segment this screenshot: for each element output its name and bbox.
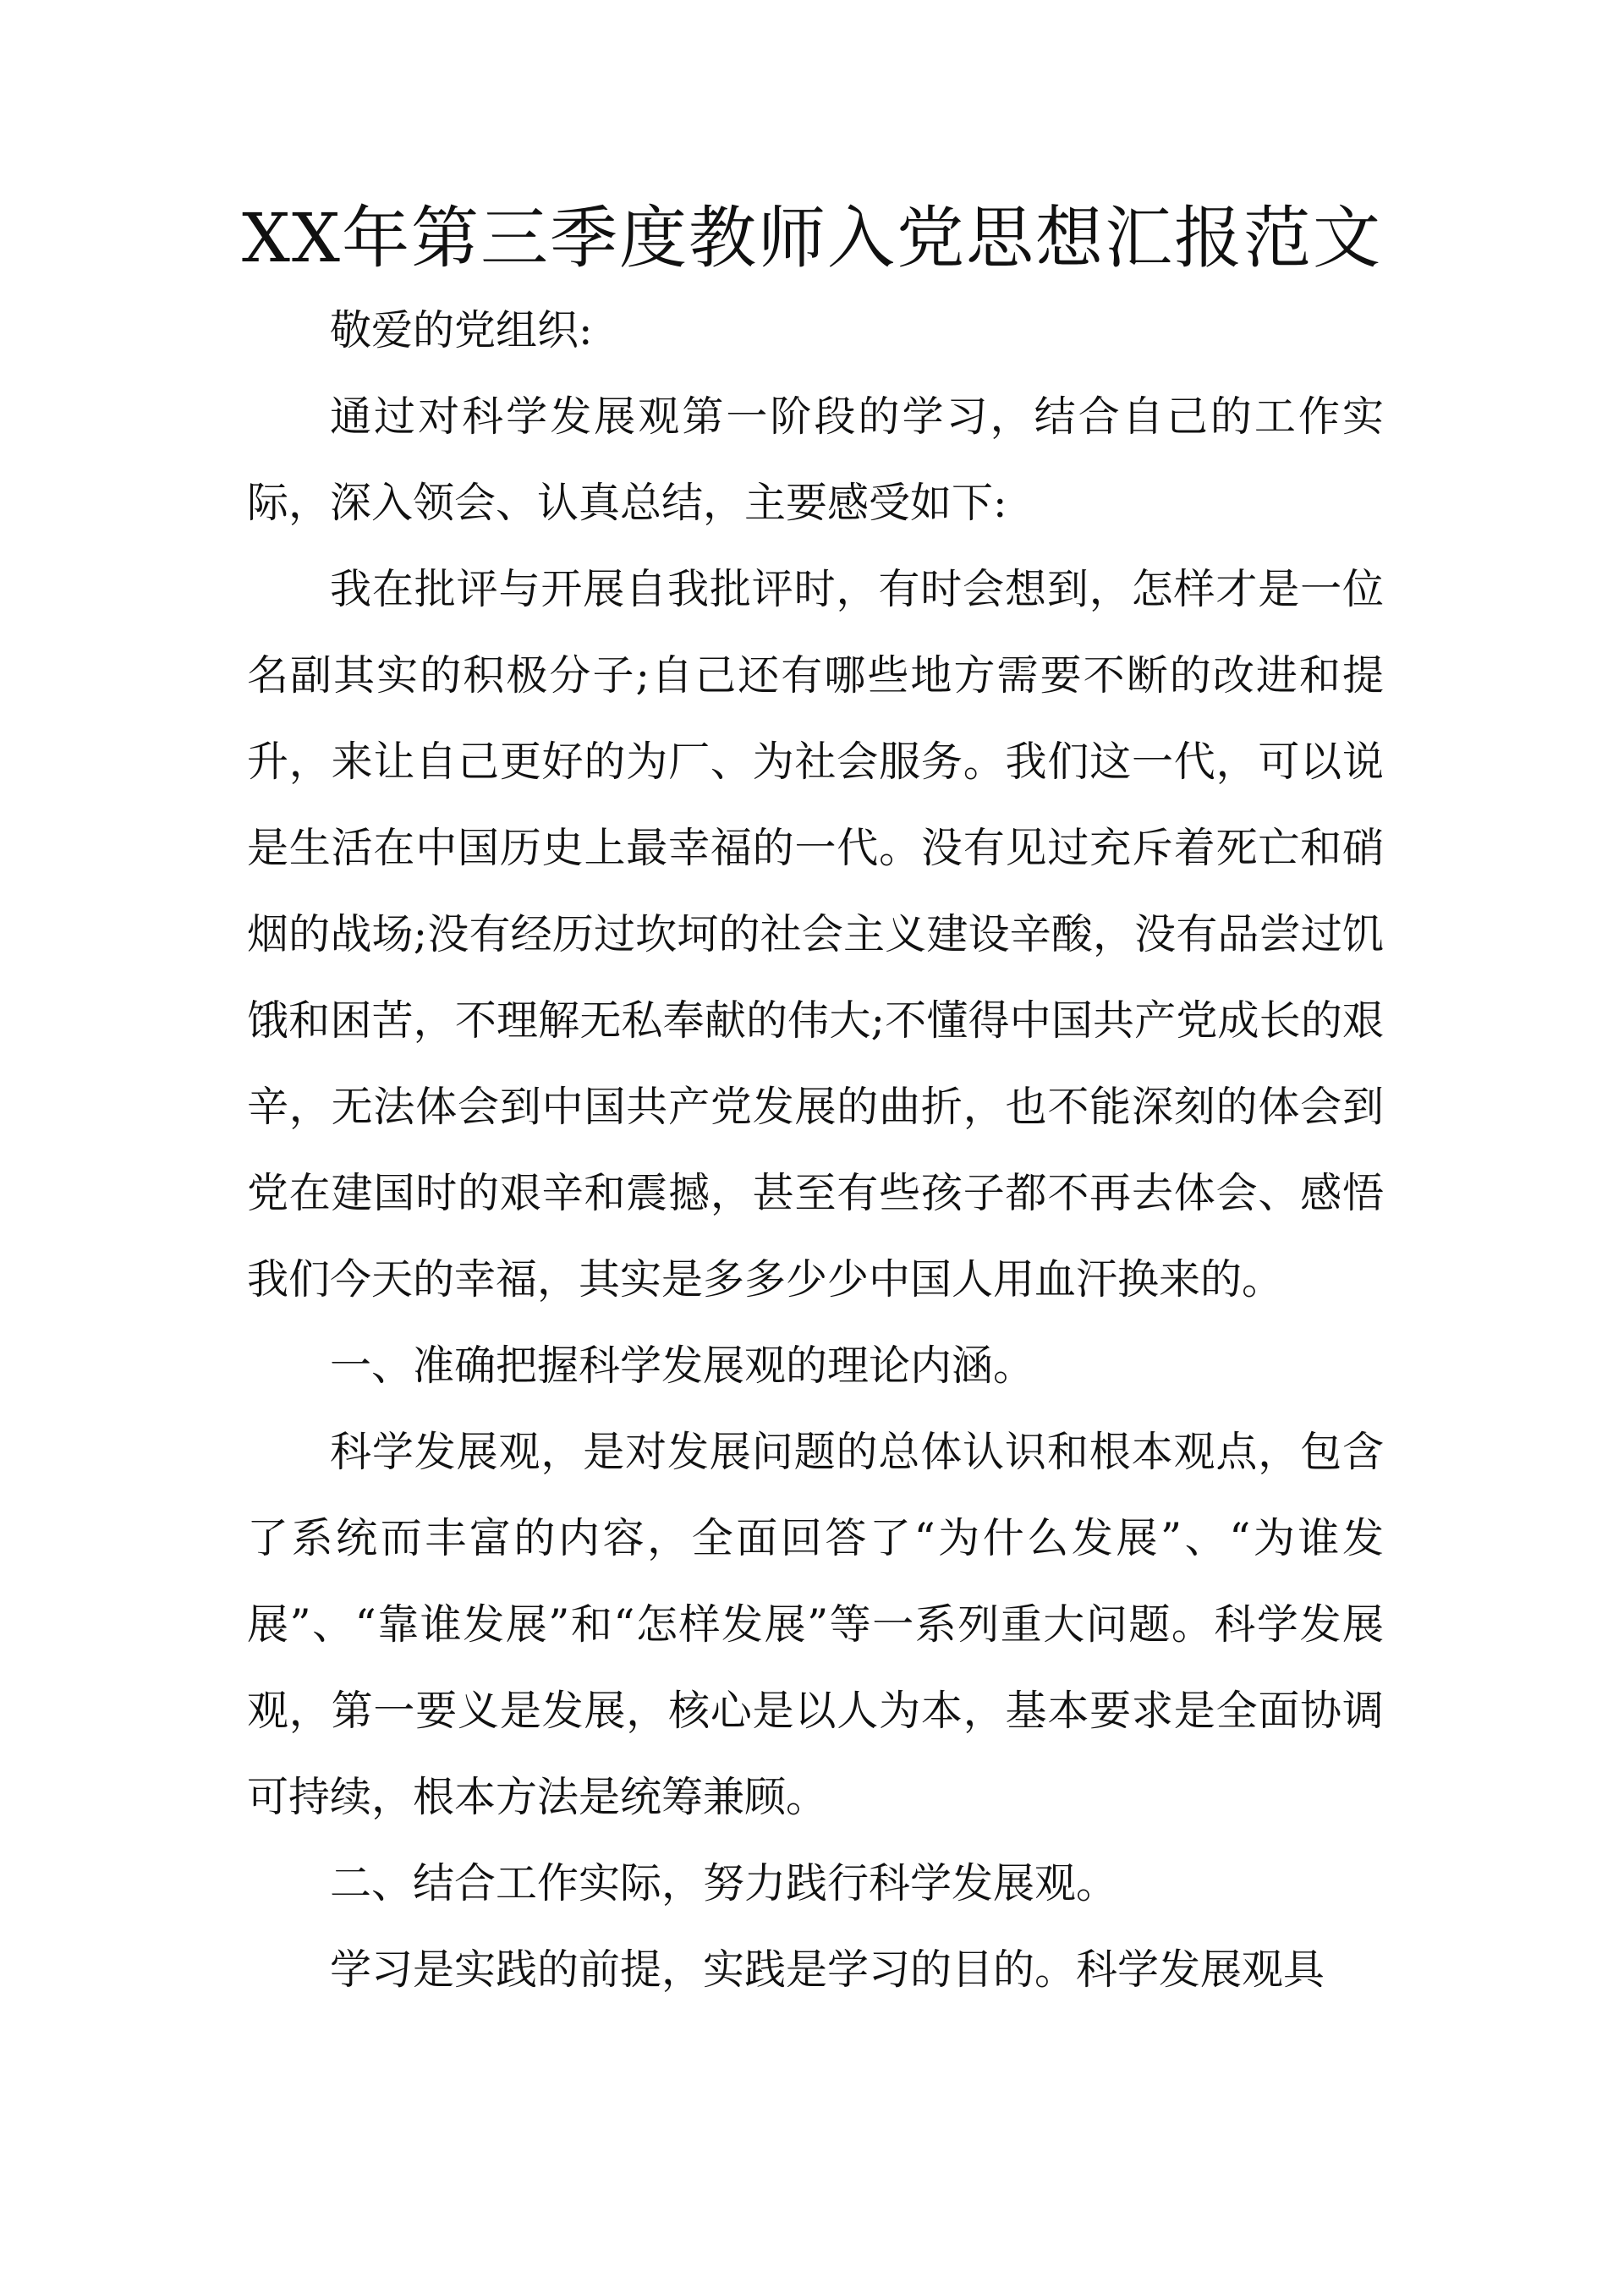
paragraph: 科学发展观，是对发展问题的总体认识和根本观点，包含了系统而丰富的内容，全面回答了“为什么发展”、“为谁发展”、“靠谁发展”和“怎样发展”等一系列重大问题。科学发展观，第一要义是发展，核心是以人为本，基本要求是全面协调可持续，根本方法是统筹兼顾。 xyxy=(247,1428,1384,1821)
paragraph: 学习是实践的前提，实践是学习的目的。科学发展观具 xyxy=(330,1946,1325,1994)
paragraph: 我在批评与开展自我批评时，有时会想到，怎样才是一位名副其实的积极分子;自己还有哪些地方需要不断的改进和提升，来让自己更好的为厂、为社会服务。我们这一代，可以说是生活在中国历史上最幸福的一代。没有见过充斥着死亡和硝烟的战场;没有经历过坎坷的社会主义建设辛酸，没有品尝过饥饿和困苦，不理解无私奉献的伟大;不懂得中国共产党成长的艰辛，无法体会到中国共产党发展的曲折，也不能深刻的体会到党在建国时的艰辛和震撼，甚至有些孩子都不再去体会、感悟我们今天的幸福，其实是多多少少中国人用血汗换来的。 xyxy=(247,565,1384,1303)
section-heading: 二、结合工作实际，努力践行科学发展观。 xyxy=(330,1859,1118,1907)
document-title: XX年第三季度教师入党思想汇报范文 xyxy=(242,199,1382,277)
document-body xyxy=(247,288,1384,2013)
salutation: 敬爱的党组织: xyxy=(330,306,593,354)
paragraph: 通过对科学发展观第一阶段的学习，结合自己的工作实际，深入领会、认真总结，主要感受如下: xyxy=(247,392,1384,527)
section-heading: 一、准确把握科学发展观的理论内涵。 xyxy=(330,1342,1035,1390)
